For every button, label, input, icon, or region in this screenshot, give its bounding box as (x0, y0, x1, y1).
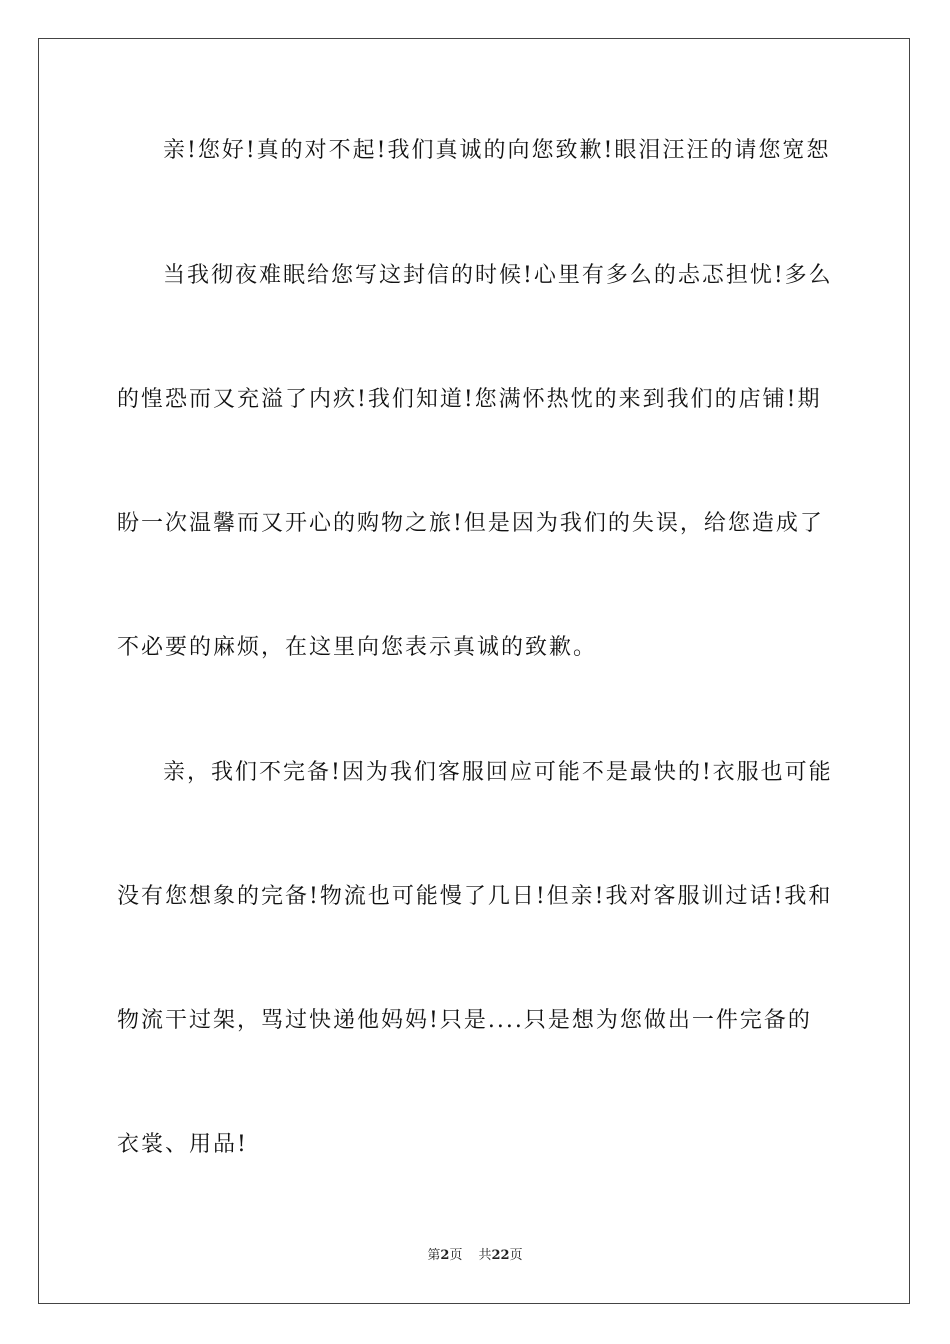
paragraph-3-line-1: 亲，我们不完备!因为我们客服回应可能不是最快的!衣服也可能 (163, 760, 833, 785)
total-pages: 22 (491, 1248, 510, 1263)
paragraph-3-line-3: 物流干过架，骂过快递他妈妈!只是....只是想为您做出一件完备的 (117, 1008, 812, 1033)
page-footer (0, 1248, 950, 1264)
total-suffix: 页 (509, 1248, 523, 1263)
page-number: 2 (440, 1248, 450, 1263)
page-prefix: 第 (427, 1248, 441, 1263)
page-frame (38, 38, 910, 1304)
paragraph-3-line-4: 衣裳、用品! (117, 1132, 248, 1157)
page-suffix: 页 (449, 1248, 463, 1263)
paragraph-2-line-1: 当我彻夜难眠给您写这封信的时候!心里有多么的忐忑担忧!多么 (163, 263, 833, 288)
total-prefix: 共 (478, 1248, 492, 1263)
paragraph-2-line-4: 不必要的麻烦，在这里向您表示真诚的致歉。 (117, 635, 598, 660)
paragraph-2-line-2: 的惶恐而又充溢了内疚!我们知道!您满怀热忱的来到我们的店铺!期 (117, 387, 822, 412)
paragraph-2-line-3: 盼一次温馨而又开心的购物之旅!但是因为我们的失误，给您造成了 (117, 511, 824, 536)
paragraph-3-line-2: 没有您想象的完备!物流也可能慢了几日!但亲!我对客服训过话!我和 (117, 884, 833, 909)
paragraph-1-line-1: 亲!您好!真的对不起!我们真诚的向您致歉!眼泪汪汪的请您宽恕 (163, 138, 831, 163)
